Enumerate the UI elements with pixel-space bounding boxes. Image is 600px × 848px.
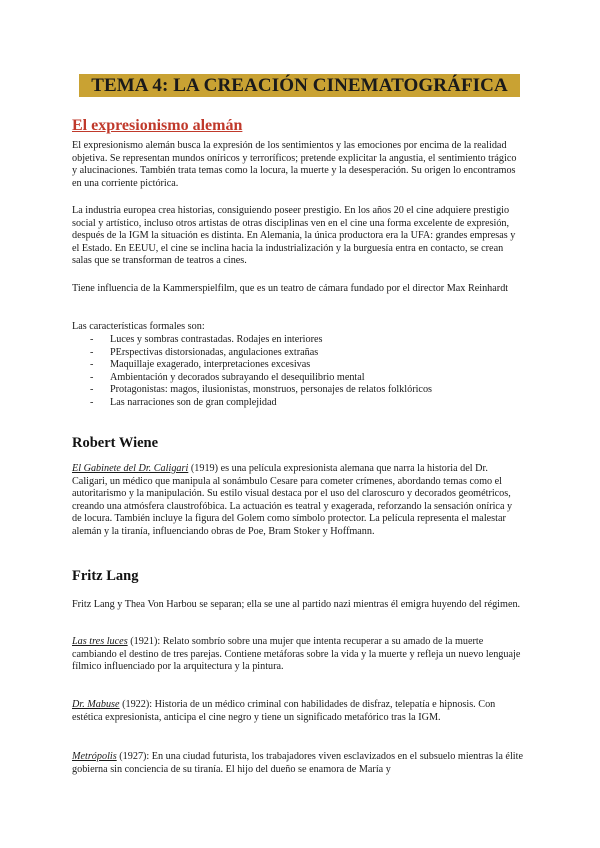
paragraph-caligari	[72, 463, 524, 539]
list-intro: Las características formales son:	[72, 321, 205, 332]
page-title: TEMA 4: LA CREACIÓN CINEMATOGRÁFICA	[79, 74, 520, 97]
paragraph-metropolis	[72, 751, 524, 776]
paragraph-dr-mabuse	[72, 699, 524, 724]
paragraph-intro: El expresionismo alemán busca la expresión de los sentimientos y las emociones por encima de la realidad objetiva. Se representan mundos oníricos y terroríficos; pretende explicitar la angustia, el sentimiento trágico y alucinaciones. También trata temas como la locura, la muerte y la desesperación. Su origen lo encontramos en una corriente pictórica.	[72, 140, 517, 189]
list-item: - PErspectivas distorsionadas, angulaciones extrañas	[90, 346, 319, 358]
work-title-dr-mabuse: Dr. Mabuse	[72, 699, 120, 710]
list-item: - Maquillaje exagerado, interpretaciones excesivas	[90, 359, 311, 371]
dash-bullet: -	[90, 334, 94, 345]
dr-mabuse-description: (1922): Historia de un médico criminal con habilidades de disfraz, telepatía e hipnosis. Con estética expresionista, anticipa el cine negro y tiene un significado metafórico tras la IGM.	[72, 699, 496, 723]
paragraph-industria: La industria europea crea historias, consiguiendo poseer prestigio. En los años 20 el cine adquiere prestigio social y artístico, incluso otros artistas de otras disciplinas ven en el cine una forma excelente de expresión, después de la IGM la situación es distinta. En Alemania, la única productora era la UFA: grandes empresas y el Estado. En EEUU, el cine se inclina hacia la industrialización y la burguesía entra en contacto, se crean salas que se transforman de teatros a cines.	[72, 205, 516, 267]
work-title-metropolis: Metrópolis	[72, 751, 117, 762]
paragraph-kammerspielfilm: Tiene influencia de la Kammerspielfilm, que es un teatro de cámara fundado por el director Max Reinhardt	[72, 283, 509, 294]
heading-fritz-lang: Fritz Lang	[72, 568, 139, 584]
work-title-caligari: El Gabinete del Dr. Caligari	[72, 463, 189, 474]
dash-bullet: -	[90, 346, 94, 358]
list-item: - Las narraciones son de gran complejidad	[90, 396, 277, 408]
caligari-description: (1919) es una película expresionista alemana que narra la historia del Dr. Caligari, un médico que manipula al sonámbulo Cesare para cometer crímenes, abordando temas como el autoritarismo y la manipulación. Su estilo visual destaca por el uso del claroscuro y decorados geométricos, creando una atmósfera claustrofóbica. La actuación es teatral y exagerada, reforzando la sensación onírica y de locura. También incluye la figura del Golem como símbolo protector. La película representa el malestar alemán y la tiranía, influenciando obras de Poe, Bram Stoker y Hoffmann.	[72, 463, 513, 537]
work-title-tres-luces: Las tres luces	[72, 636, 128, 647]
paragraph-tres-luces	[72, 636, 524, 674]
list-item: - Protagonistas: magos, ilusionistas, monstruos, personajes de relatos folklóricos	[90, 384, 433, 396]
paragraph-fritz-lang-intro: Fritz Lang y Thea Von Harbou se separan; ella se une al partido nazi mientras él emigra huyendo del régimen.	[72, 599, 521, 610]
section-heading-expresionismo: El expresionismo alemán	[72, 117, 243, 134]
list-item: - Luces y sombras contrastadas. Rodajes en interiores	[90, 334, 323, 345]
dash-bullet: -	[90, 396, 94, 408]
dash-bullet: -	[90, 359, 94, 371]
tres-luces-description: (1921): Relato sombrío sobre una mujer que intenta recuperar a su amado de la muerte cambiando el destino de tres parejas. Contiene metáforas sobre la vida y la muerte y refleja un nuevo lenguaje fílmico influenciado por la arquitectura y la pintura.	[72, 636, 521, 673]
characteristics-list	[72, 334, 524, 410]
list-item: - Ambientación y decorados subrayando el desequilibrio mental	[90, 371, 365, 383]
dash-bullet: -	[90, 384, 94, 396]
dash-bullet: -	[90, 371, 94, 383]
heading-robert-wiene: Robert Wiene	[72, 435, 159, 451]
metropolis-description: (1927): En una ciudad futurista, los trabajadores viven esclavizados en el subsuelo mientras la élite gobierna sin conciencia de su tiranía. El hijo del dueño se enamora de María y	[72, 751, 523, 775]
